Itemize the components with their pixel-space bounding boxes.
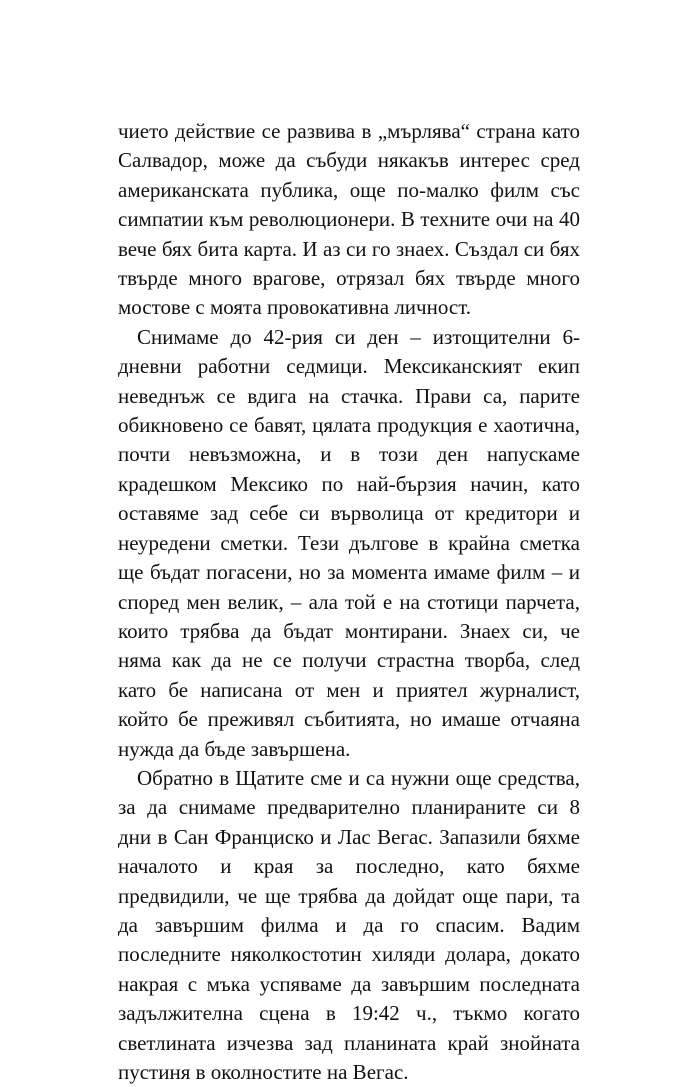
- body-text: [118, 117, 580, 1087]
- paragraph: Снимаме до 42-рия си ден – изтощителни 6-дневни работни седмици. Мексиканският екип неведнъж се вдига на стачка. Прави са, парите обикновено се бавят, цялата продукция е хаотична, почти невъзможна, и в този ден напускаме крадешком Мексико по най-бързия начин, като оставяме зад себе си върволица от кредитори и неуредени сметки. Тези дългове в крайна сметка ще бъдат погасени, но за момента имаме филм – и според мен велик, – ала той е на стотици парчета, които трябва да бъдат монтирани. Знаех си, че няма как да не се получи страстна творба, след като бе написана от мен и приятел журналист, който бе преживял събитията, но имаше отчаяна нужда да бъде завършена.: [118, 324, 580, 761]
- paragraph-continued: чието действие се развива в „мърлява“ страна като Салвадор, може да събуди някакъв интерес сред американската публика, още по-малко филм със симпатии към революционери. В техните очи на 40 вече бях бита карта. И аз си го знаех. Създал си бях твърде много врагове, отрязал бях твърде много мостове с моята провокативна личност.: [118, 119, 580, 320]
- paragraph: Обратно в Щатите сме и са нужни още средства, за да снимаме предварително планираните си 8 дни в Сан Франциско и Лас Вегас. Запазили бяхме началото и края за последно, като бяхме предвидили, че ще трябва да дойдат още пари, та да завършим филма и да го спасим. Вадим последните няколкостотин хиляди долара, докато накрая с мъка успяваме да завършим последната задължителна сцена в 19:42 ч., тъкмо когато светлината изчезва зад планината край знойната пустиня в околностите на Вегас.: [118, 765, 580, 1084]
